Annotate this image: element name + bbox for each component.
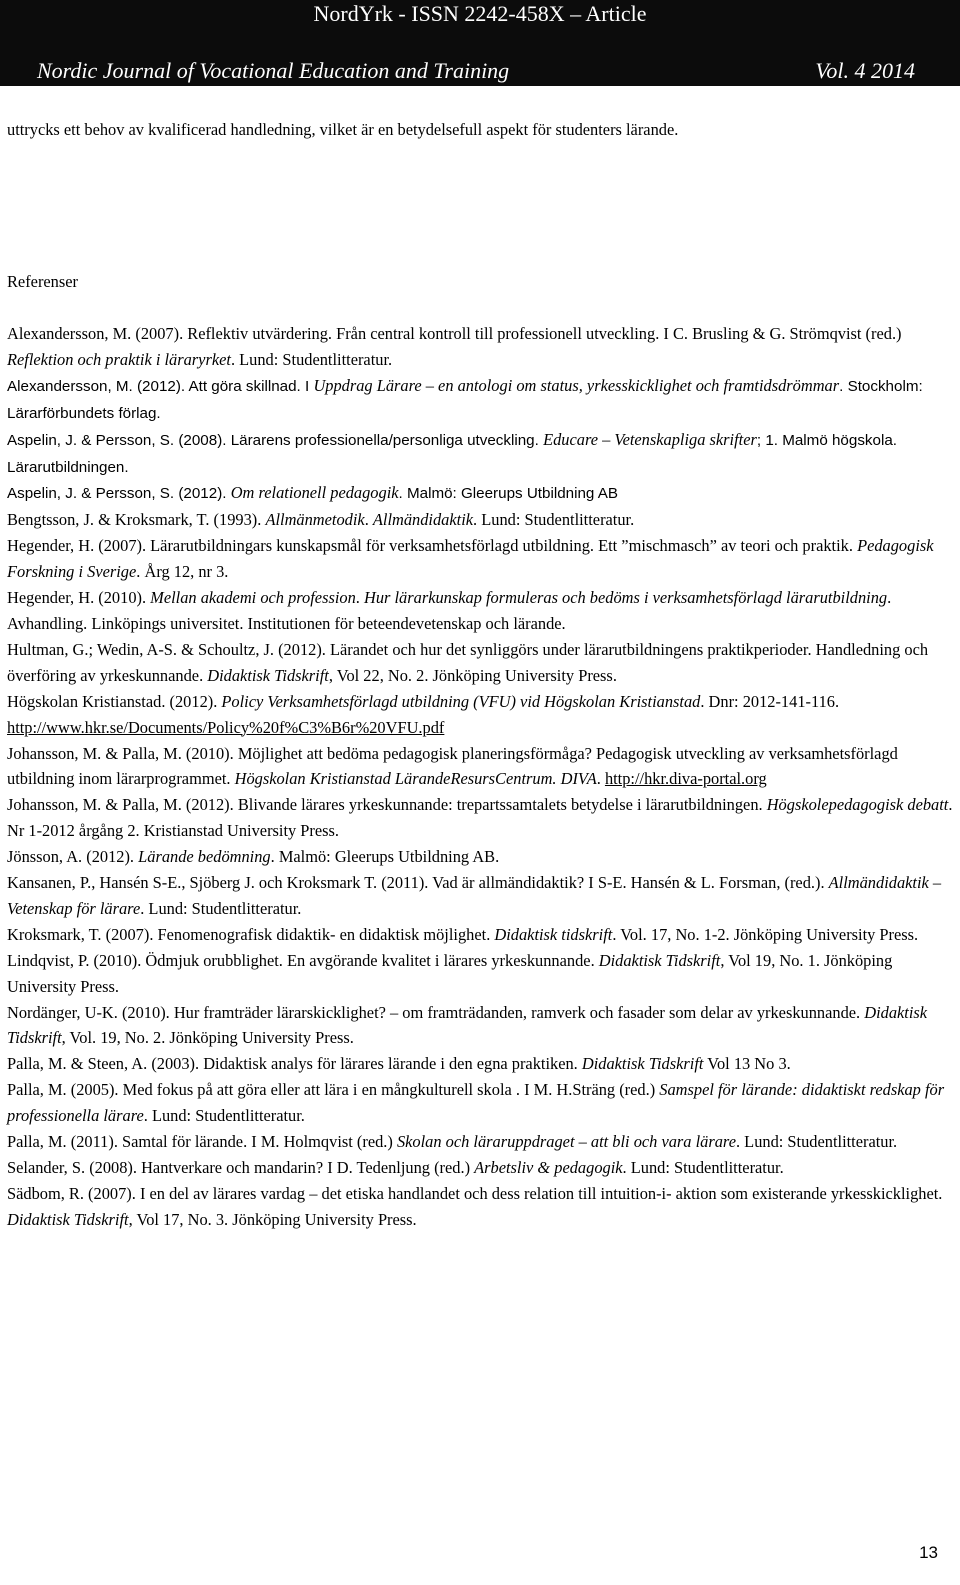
reference-entry (7, 1000, 955, 1052)
reference-text: . Lund: Studentlitteratur. (143, 1106, 305, 1126)
reference-entry (7, 870, 955, 922)
reference-title: Didaktisk Tidskrift (598, 950, 721, 970)
reference-text: Palla, M. (2005). Med fokus på att göra eller att lära i en mångkulturell skola . I M. H.Sträng (red.) (7, 1080, 660, 1100)
intro-paragraph: uttrycks ett behov av kvalificerad handledning, vilket är en betydelsefull aspekt för studenters lärande. (7, 120, 679, 139)
reference-text: Högskolan Kristianstad. (2012). (7, 691, 222, 711)
reference-text: Hegender, H. (2007). Lärarutbildningars kunskapsmål för verksamhetsförlagd utbildning. Ett ”mischmasch” av teori och praktik. (7, 536, 858, 556)
volume-label: Vol. 4 2014 (815, 58, 915, 83)
reference-title: Högskolepedagogisk debatt (766, 795, 949, 815)
page-number: 13 (919, 1543, 938, 1562)
reference-title: Pedagogisk Forskning i Sverige (7, 536, 934, 582)
reference-title: Samspel för lärande: didaktiskt redskap för professionella lärare (7, 1080, 945, 1126)
reference-entry (7, 321, 955, 373)
reference-text: Lindqvist, P. (2010). Ödmjuk orubblighet. En avgörande kvalitet i lärares yrkeskunnande. (7, 950, 599, 970)
reference-entry (7, 1181, 955, 1233)
reference-title: Didaktisk Tidskrift (207, 665, 329, 685)
reference-title: Didaktisk Tidskrift (7, 1002, 928, 1048)
reference-title: Uppdrag Lärare – en antologi om status, yrkesskicklighet och framtidsdrömmar (313, 375, 840, 395)
reference-text: . (364, 510, 373, 530)
reference-text: Johansson, M. & Palla, M. (2012). Blivande lärares yrkeskunnande: trepartssamtalets betydelse i lärarutbildningen. (7, 795, 767, 815)
reference-text: . Lund: Studentlitteratur. (140, 898, 302, 918)
reference-title: Educare – Vetenskapliga skrifter (543, 429, 757, 449)
reference-title: Mellan akademi och profession (150, 588, 356, 608)
reference-entry (7, 741, 955, 793)
reference-entry (7, 480, 955, 507)
reference-text: Selander, S. (2008). Hantverkare och mandarin? I D. Tedenljung (red.) (7, 1158, 475, 1177)
reference-text: . Nr 1-2012 årgång 2. Kristianstad University Press. (7, 795, 953, 841)
reference-text: . Stockholm: Lärarförbundets förlag. (7, 377, 923, 422)
reference-title: Didaktisk Tidskrift (581, 1054, 704, 1074)
reference-title: Allmändidaktik (372, 510, 474, 530)
reference-entry (7, 637, 955, 689)
reference-title: Skolan och läraruppdraget – att bli och vara lärare (396, 1132, 736, 1152)
journal-title: Nordic Journal of Vocational Education and Training (37, 58, 510, 83)
reference-text: , Vol 17, No. 3. Jönköping University Press. (128, 1209, 417, 1229)
reference-link[interactable]: http://hkr.diva-portal.org (604, 769, 767, 789)
reference-text: Aspelin, J. & Persson, S. (2008). Lärarens professionella/personliga utveckling. (7, 431, 544, 449)
reference-text: . (596, 769, 605, 789)
reference-title: Didaktisk tidskrift (494, 924, 613, 944)
reference-title: Lärande bedömning (138, 847, 271, 867)
reference-entry (7, 427, 955, 481)
reference-title: Om relationell pedagogik (230, 483, 399, 503)
reference-title: Didaktisk Tidskrift (7, 1209, 129, 1229)
reference-title: Policy Verksamhetsförlagd utbildning (VFU) vid Högskolan Kristianstad (221, 691, 701, 711)
reference-text: Alexandersson, M. (2012). Att göra skillnad. I (7, 377, 314, 395)
reference-entry (7, 1129, 955, 1155)
reference-text: Bengtsson, J. & Kroksmark, T. (1993). (7, 510, 266, 530)
reference-text: , Vol. 19, No. 2. Jönköping University Press. (61, 1028, 354, 1048)
reference-entry (7, 585, 955, 637)
reference-title: Högskolan Kristianstad LärandeResursCentrum. DIVA (234, 769, 597, 789)
reference-text: Sädbom, R. (2007). I en del av lärares vardag – det etiska handlandet och dess relation till intuition-i- aktion som existerande yrkesskicklighet. (7, 1183, 943, 1203)
reference-text: . Malmö: Gleerups Utbildning AB (398, 485, 619, 503)
reference-text: Alexandersson, M. (2007). Reflektiv utvärdering. Från central kontroll till professionell utveckling. I C. Brusling & G. Strömqvist (red.) (7, 324, 902, 343)
reference-title: Allmänmetodik (265, 510, 365, 530)
reference-text: Hegender, H. (2010). (7, 588, 151, 608)
reference-text: Johansson, M. & Palla, M. (2010). Möjlighet att bedöma pedagogisk planeringsförmåga? Pedagogisk utveckling av verksamhetsförlagd utbildning inom lärarprogrammet. (7, 743, 898, 789)
reference-text: . Lund: Studentlitteratur. (735, 1132, 898, 1152)
reference-entry (7, 792, 955, 844)
reference-text: Palla, M. & Steen, A. (2003). Didaktisk analys för lärares lärande i den egna praktiken. (7, 1054, 582, 1074)
reference-text: . Lund: Studentlitteratur. (622, 1158, 784, 1177)
reference-text: Hultman, G.; Wedin, A-S. & Schoultz, J. (2012). Lärandet och hur det synliggörs under lärarutbildningens praktikperioder. Handledning och överföring av yrkeskunnande. (7, 639, 929, 685)
reference-entry (7, 922, 955, 948)
reference-text: Nordänger, U-K. (2010). Hur framträder lärarskicklighet? – om framträdanden, ramverk och fasader som delar av yrkeskunnande. (7, 1002, 865, 1022)
reference-title: Allmändidaktik – Vetenskap för lärare (7, 873, 942, 918)
reference-text: Aspelin, J. & Persson, S. (2012). (7, 485, 231, 503)
reference-link[interactable]: http://www.hkr.se/Documents/Policy%20f%C3%B6r%20VFU.pdf (7, 717, 445, 737)
reference-text: , Vol 22, No. 2. Jönköping University Press. (328, 665, 617, 685)
reference-text: . Lund: Studentlitteratur. (230, 349, 393, 369)
references-heading: Referenser (7, 272, 78, 291)
reference-text: . Avhandling. Linköpings universitet. Institutionen för beteendevetenskap och lärande. (7, 588, 892, 633)
reference-text: Jönsson, A. (2012). (7, 847, 139, 867)
reference-text: . Årg 12, nr 3. (136, 562, 229, 582)
reference-text: Kroksmark, T. (2007). Fenomenografisk didaktik- en didaktisk möjlighet. (7, 924, 495, 944)
reference-entry (7, 844, 955, 870)
reference-text: ; 1. Malmö högskola. Lärarutbildningen. (7, 431, 898, 476)
reference-text: . (355, 588, 364, 608)
reference-entry (7, 507, 955, 533)
reference-text: . Vol. 17, No. 1-2. Jönköping University Press. (612, 924, 919, 944)
reference-entry (7, 948, 955, 1000)
page-content (7, 117, 955, 1229)
reference-text: Palla, M. (2011). Samtal för lärande. I M. Holmqvist (red.) (7, 1132, 397, 1152)
issn-article-line: NordYrk - ISSN 2242-458X – Article (313, 1, 647, 26)
reference-text: Vol 13 No 3. (703, 1054, 791, 1074)
reference-text: . Lund: Studentlitteratur. (473, 510, 635, 530)
reference-list (7, 321, 955, 1233)
reference-entry (7, 1051, 955, 1077)
reference-entry (7, 1077, 955, 1129)
reference-text: . Malmö: Gleerups Utbildning AB. (270, 847, 500, 867)
reference-title: Arbetsliv & pedagogik (474, 1158, 623, 1177)
reference-text: Kansanen, P., Hansén S-E., Sjöberg J. och Kroksmark T. (2011). Vad är allmändidaktik? I S-E. Hansén & L. Forsman, (red.). (7, 873, 829, 893)
reference-entry (7, 533, 955, 585)
reference-entry (7, 1155, 955, 1181)
reference-entry (7, 689, 955, 741)
reference-title: Hur lärarkunskap formuleras och bedöms i verksamhetsförlagd lärarutbildning (363, 588, 888, 608)
journal-header (0, 0, 960, 86)
reference-entry (7, 373, 955, 427)
reference-text: . Dnr: 2012-141-116. (700, 691, 840, 711)
reference-title: Reflektion och praktik i läraryrket (7, 349, 231, 369)
reference-text: , Vol 19, No. 1. Jönköping University Press. (7, 950, 893, 996)
